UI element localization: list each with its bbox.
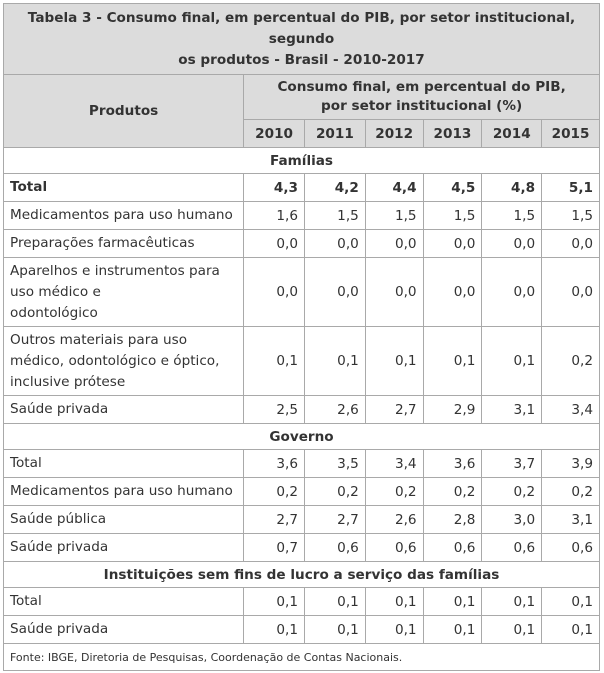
value-cell: 3,4 [542, 396, 600, 424]
year-header: 2010 [244, 120, 305, 148]
row-label-line: médico, odontológico e óptico, [10, 352, 220, 369]
value-cell: 2,6 [365, 506, 423, 534]
table-row [4, 478, 600, 506]
value-cell: 1,5 [365, 202, 423, 230]
value-cell: 3,1 [482, 396, 542, 424]
table-row [4, 174, 600, 202]
value-cell: 0,1 [305, 588, 366, 616]
table-row [4, 534, 600, 562]
value-cell: 0,0 [244, 230, 305, 258]
table-row [4, 588, 600, 616]
value-cell: 0,2 [542, 478, 600, 506]
table-row [4, 327, 600, 396]
group-header [244, 75, 600, 120]
table-row [4, 616, 600, 644]
row-label [4, 327, 244, 396]
value-cell: 3,1 [542, 506, 600, 534]
table-row [4, 258, 600, 327]
value-cell: 0,0 [244, 258, 305, 327]
value-cell: 0,7 [244, 534, 305, 562]
value-cell: 1,5 [423, 202, 482, 230]
table-container [3, 3, 600, 671]
value-cell: 0,1 [482, 327, 542, 396]
value-cell: 3,6 [244, 450, 305, 478]
year-header: 2014 [482, 120, 542, 148]
value-cell: 2,9 [423, 396, 482, 424]
value-cell: 0,1 [482, 616, 542, 644]
value-cell: 0,0 [305, 230, 366, 258]
row-label: Total [4, 174, 244, 202]
row-label-line: inclusive prótese [10, 373, 126, 390]
value-cell: 0,2 [482, 478, 542, 506]
value-cell: 0,2 [305, 478, 366, 506]
value-cell: 0,0 [542, 258, 600, 327]
value-cell: 0,1 [542, 616, 600, 644]
row-label: Preparações farmacêuticas [4, 230, 244, 258]
value-cell: 3,7 [482, 450, 542, 478]
group-header-line1: Consumo final, em percentual do PIB, [277, 79, 566, 95]
row-label: Saúde pública [4, 506, 244, 534]
value-cell: 3,9 [542, 450, 600, 478]
row-label: Total [4, 588, 244, 616]
value-cell: 0,1 [365, 616, 423, 644]
section-header: Instituições sem fins de lucro a serviço das famílias [4, 562, 600, 588]
value-cell: 0,0 [482, 230, 542, 258]
value-cell: 0,6 [542, 534, 600, 562]
source-note: Fonte: IBGE, Diretoria de Pesquisas, Coordenação de Contas Nacionais. [4, 644, 600, 671]
section-header: Famílias [4, 148, 600, 174]
table-title-line2: os produtos - Brasil - 2010-2017 [178, 52, 425, 68]
value-cell: 1,5 [305, 202, 366, 230]
value-cell: 3,0 [482, 506, 542, 534]
value-cell: 0,0 [423, 230, 482, 258]
row-label [4, 258, 244, 327]
value-cell: 4,4 [365, 174, 423, 202]
value-cell: 0,0 [365, 230, 423, 258]
table-title-line1: Tabela 3 - Consumo final, em percentual do PIB, por setor institucional, segundo [27, 10, 576, 47]
row-label-line: odontológico [10, 304, 98, 321]
value-cell: 0,6 [423, 534, 482, 562]
value-cell: 0,1 [365, 327, 423, 396]
value-cell: 2,7 [305, 506, 366, 534]
year-header: 2015 [542, 120, 600, 148]
row-label-line: uso médico e [10, 283, 101, 300]
value-cell: 0,2 [542, 327, 600, 396]
value-cell: 0,1 [244, 616, 305, 644]
value-cell: 2,7 [365, 396, 423, 424]
value-cell: 0,1 [482, 588, 542, 616]
table-row [4, 230, 600, 258]
value-cell: 3,4 [365, 450, 423, 478]
table-row [4, 506, 600, 534]
value-cell: 0,1 [542, 588, 600, 616]
year-header: 2011 [305, 120, 366, 148]
value-cell: 0,1 [365, 588, 423, 616]
value-cell: 0,6 [482, 534, 542, 562]
table-row [4, 396, 600, 424]
value-cell: 1,6 [244, 202, 305, 230]
value-cell: 0,0 [423, 258, 482, 327]
section-header: Governo [4, 424, 600, 450]
row-label-line: Aparelhos e instrumentos para [10, 262, 220, 279]
value-cell: 5,1 [542, 174, 600, 202]
value-cell: 1,5 [482, 202, 542, 230]
value-cell: 0,1 [305, 616, 366, 644]
row-label: Total [4, 450, 244, 478]
value-cell: 4,5 [423, 174, 482, 202]
value-cell: 0,0 [305, 258, 366, 327]
value-cell: 2,6 [305, 396, 366, 424]
year-header: 2013 [423, 120, 482, 148]
value-cell: 0,2 [423, 478, 482, 506]
row-label: Saúde privada [4, 534, 244, 562]
value-cell: 0,6 [365, 534, 423, 562]
value-cell: 0,1 [423, 588, 482, 616]
value-cell: 0,2 [365, 478, 423, 506]
table-row [4, 202, 600, 230]
value-cell: 0,0 [365, 258, 423, 327]
value-cell: 2,5 [244, 396, 305, 424]
data-table [3, 3, 600, 671]
value-cell: 0,1 [423, 327, 482, 396]
year-header: 2012 [365, 120, 423, 148]
row-label: Medicamentos para uso humano [4, 478, 244, 506]
produtos-header: Produtos [4, 75, 244, 148]
table-title [4, 4, 600, 75]
value-cell: 0,2 [244, 478, 305, 506]
value-cell: 2,8 [423, 506, 482, 534]
value-cell: 4,3 [244, 174, 305, 202]
value-cell: 2,7 [244, 506, 305, 534]
row-label: Saúde privada [4, 396, 244, 424]
value-cell: 1,5 [542, 202, 600, 230]
row-label: Medicamentos para uso humano [4, 202, 244, 230]
value-cell: 4,2 [305, 174, 366, 202]
table-row [4, 450, 600, 478]
value-cell: 0,1 [244, 588, 305, 616]
value-cell: 3,6 [423, 450, 482, 478]
row-label-line: Outros materiais para uso [10, 331, 188, 348]
value-cell: 0,6 [305, 534, 366, 562]
value-cell: 0,0 [542, 230, 600, 258]
value-cell: 0,0 [482, 258, 542, 327]
value-cell: 0,1 [244, 327, 305, 396]
value-cell: 0,1 [423, 616, 482, 644]
value-cell: 3,5 [305, 450, 366, 478]
value-cell: 0,1 [305, 327, 366, 396]
value-cell: 4,8 [482, 174, 542, 202]
group-header-line2: por setor institucional (%) [321, 98, 523, 114]
row-label: Saúde privada [4, 616, 244, 644]
